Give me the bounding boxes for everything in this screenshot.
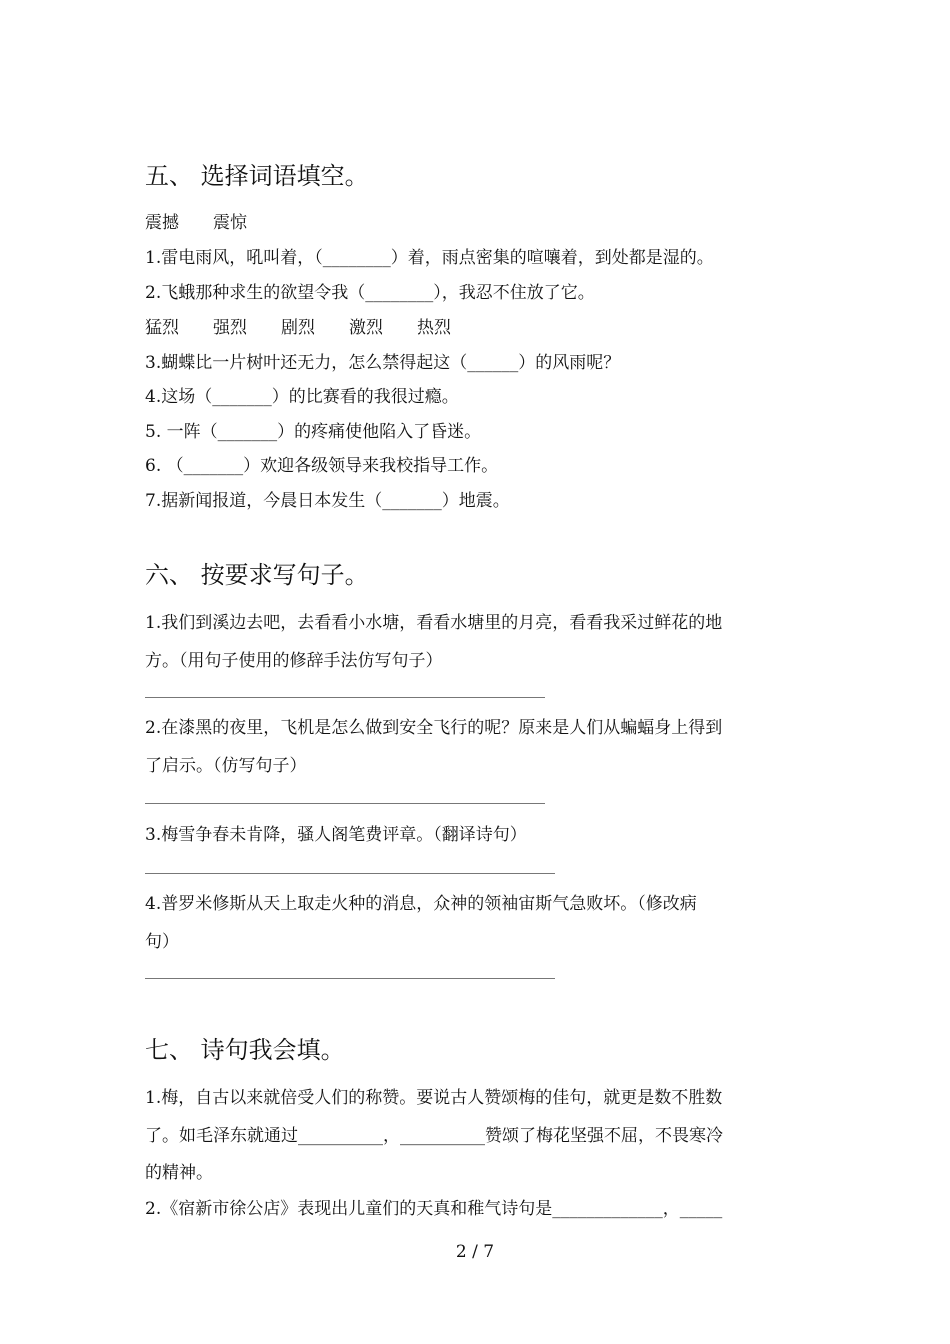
question-7-1-line-2: 了。如毛泽东就通过__________，__________赞颂了梅花坚强不屈，不畏寒冷 (145, 1126, 723, 1146)
page-number: 2 / 7 (455, 1242, 495, 1262)
question-5-1: 1.雷电雨风，吼叫着，（________）着，雨点密集的喧嚷着，到处都是湿的。 (145, 248, 714, 268)
question-5-4: 4.这场（_______）的比赛看的我很过瘾。 (145, 387, 459, 407)
section-5-title: 五、 选择词语填空。 (145, 162, 369, 190)
question-7-1-line-1: 1.梅，自古以来就倍受人们的称赞。要说古人赞颂梅的佳句，就更是数不胜数 (145, 1088, 723, 1108)
question-7-1-line-3: 的精神。 (145, 1163, 213, 1183)
answer-line-6-4[interactable] (145, 978, 555, 979)
answer-line-6-3[interactable] (145, 873, 555, 874)
question-5-5: 5. 一阵（_______）的疼痛使他陷入了昏迷。 (145, 422, 482, 442)
question-6-4-line-2: 句） (145, 932, 179, 952)
question-5-3: 3.蝴蝶比一片树叶还无力，怎么禁得起这（______）的风雨呢？ (145, 353, 621, 373)
question-6-3: 3.梅雪争春未肯降，骚人阁笔费评章。（翻译诗句） (145, 825, 527, 845)
question-5-7: 7.据新闻报道，今晨日本发生（_______）地震。 (145, 491, 510, 511)
question-5-2: 2.飞蛾那种求生的欲望令我（________），我忍不住放了它。 (145, 283, 595, 303)
question-6-2-line-2: 了启示。（仿写句子） (145, 756, 307, 776)
question-6-2-line-1: 2.在漆黑的夜里，飞机是怎么做到安全飞行的呢？原来是人们从蝙蝠身上得到 (145, 718, 723, 738)
section-6-title: 六、 按要求写句子。 (145, 561, 369, 589)
question-6-1-line-1: 1.我们到溪边去吧，去看看小水塘，看看水塘里的月亮，看看我采过鲜花的地 (145, 613, 723, 633)
question-6-1-line-2: 方。（用句子使用的修辞手法仿写句子） (145, 651, 443, 671)
question-7-2: 2.《宿新市徐公店》表现出儿童们的天真和稚气诗句是_____________，_____ (145, 1199, 723, 1219)
answer-line-6-2[interactable] (145, 803, 545, 804)
question-5-6: 6. （_______）欢迎各级领导来我校指导工作。 (145, 456, 499, 476)
word-choices-2: 猛烈 强烈 剧烈 激烈 热烈 (145, 318, 451, 338)
section-7-title: 七、 诗句我会填。 (145, 1036, 345, 1064)
answer-line-6-1[interactable] (145, 697, 545, 698)
word-choices-1: 震撼 震惊 (145, 213, 247, 233)
question-6-4-line-1: 4.普罗米修斯从天上取走火种的消息，众神的领袖宙斯气急败坏。（修改病 (145, 894, 697, 914)
